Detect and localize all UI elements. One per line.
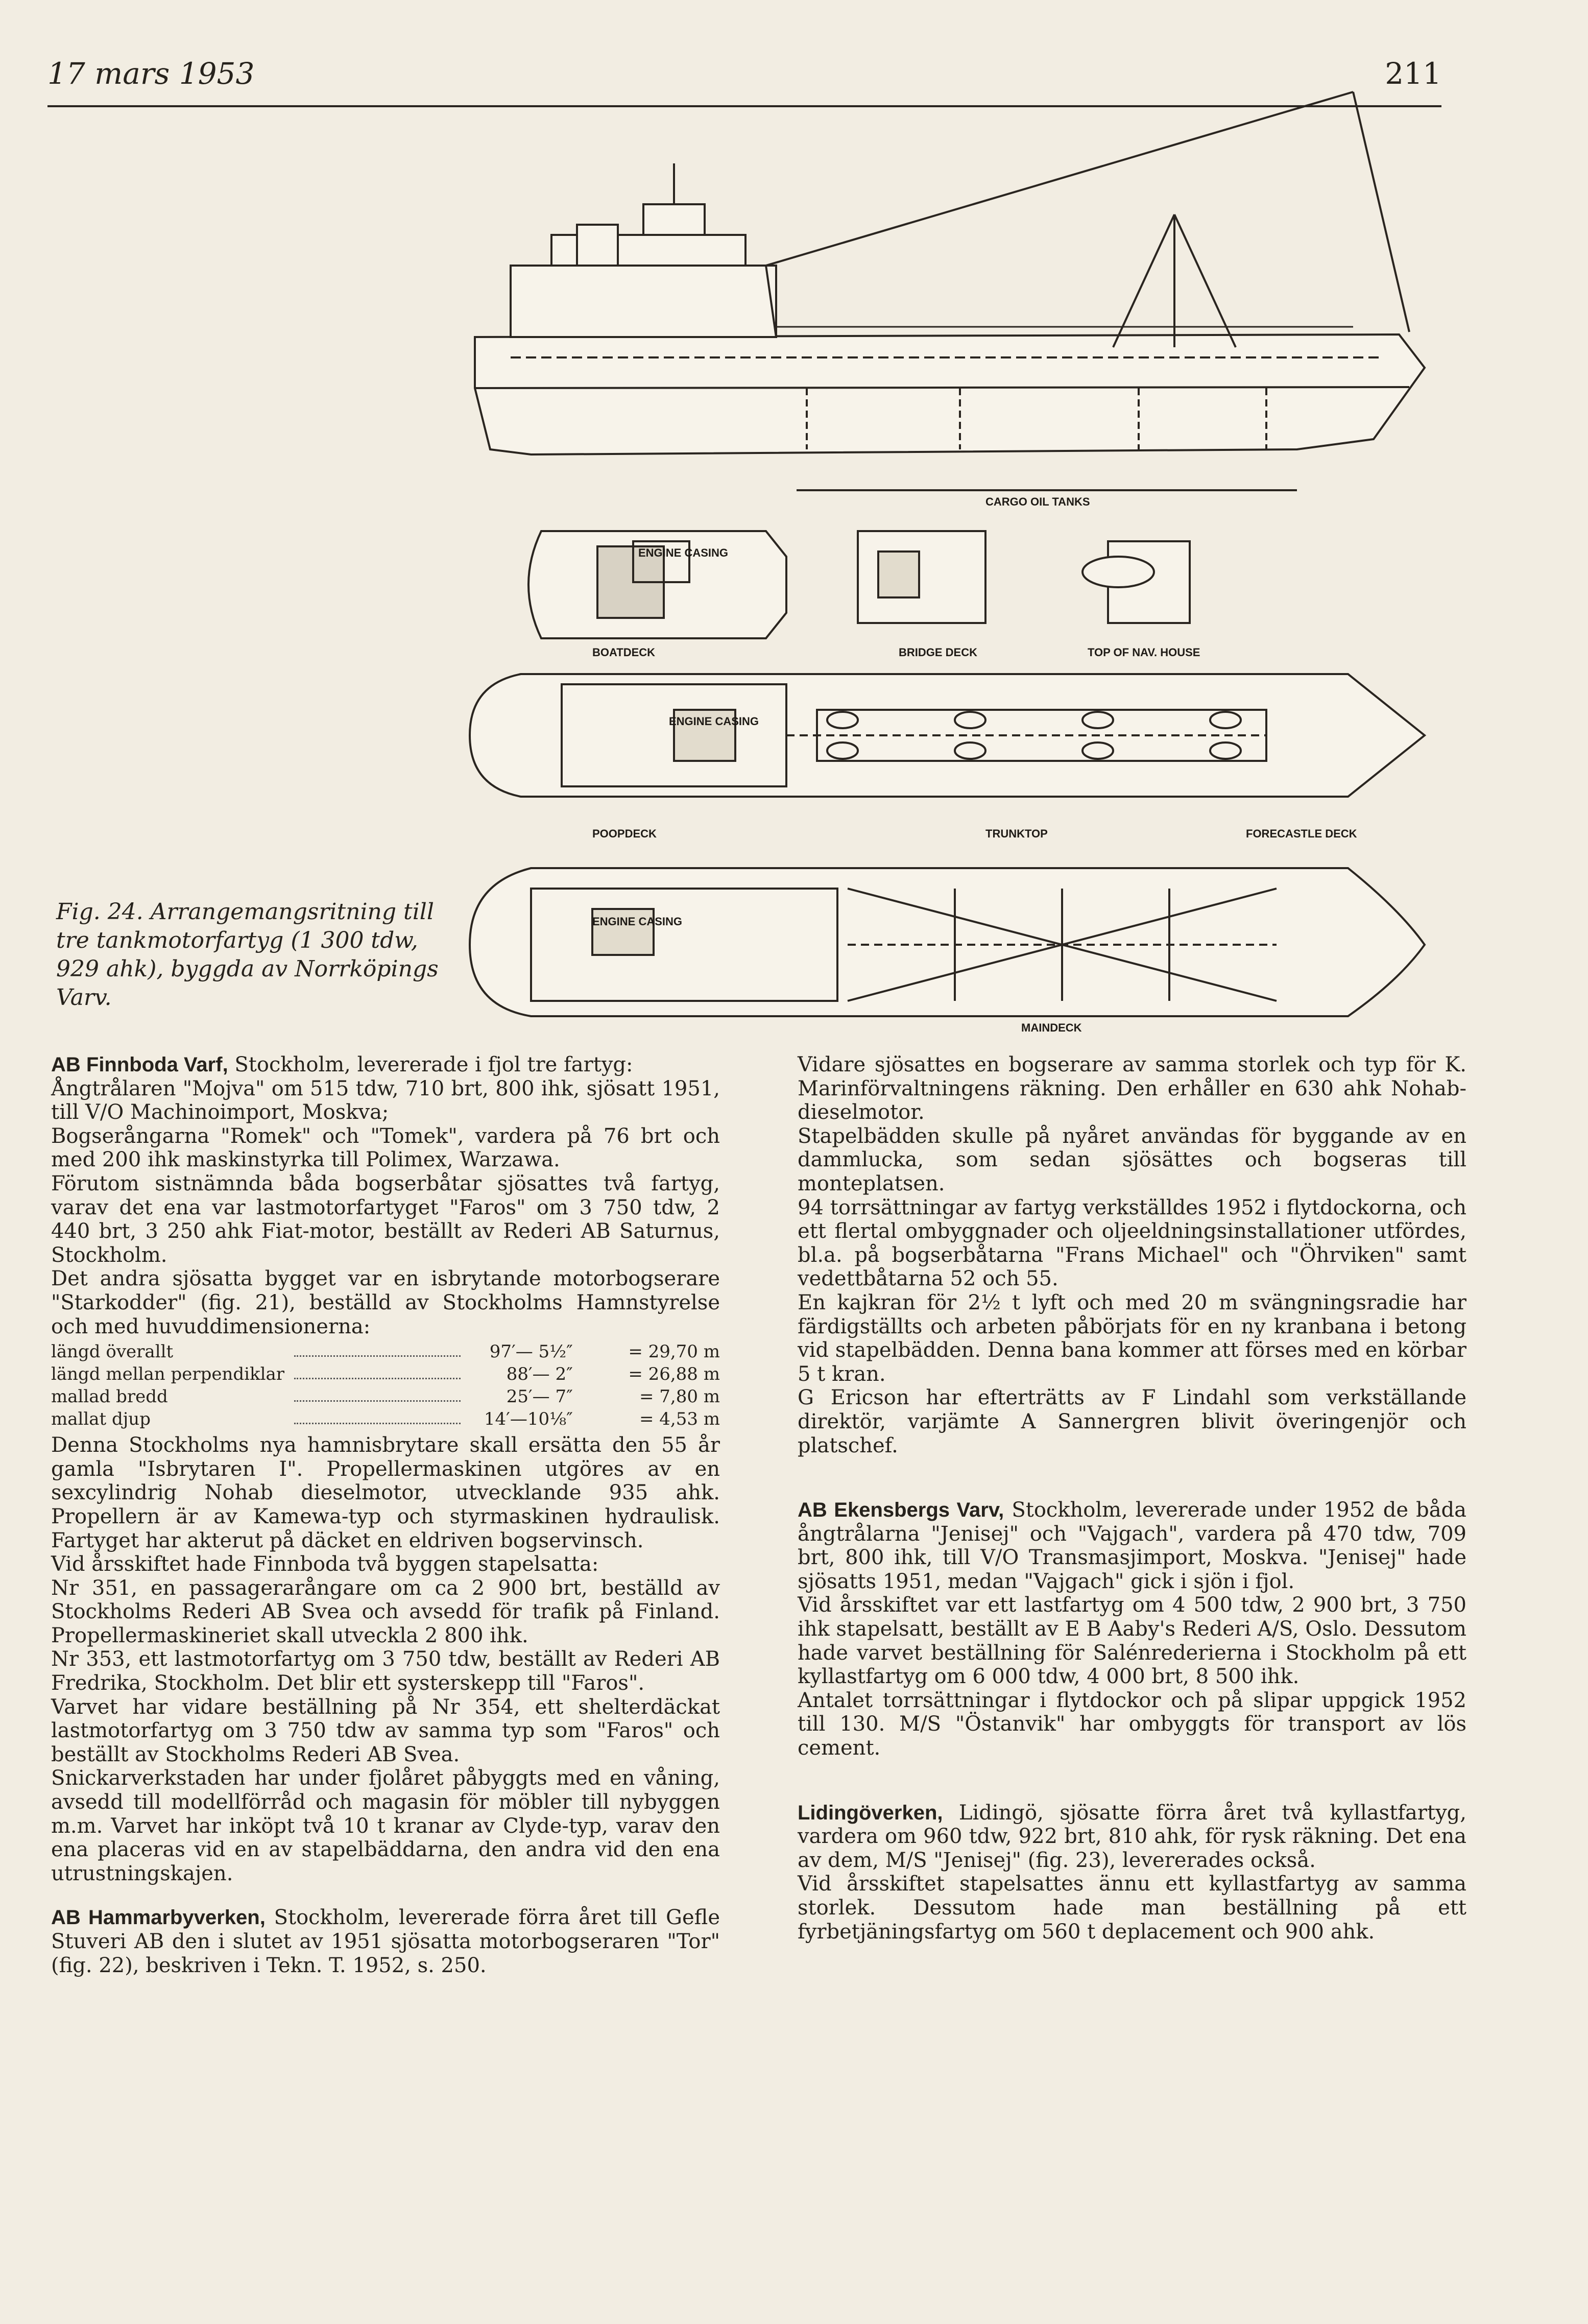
ship-profile <box>475 92 1425 508</box>
label-boat-deck: BOATDECK <box>592 646 656 659</box>
paragraph: 94 torrsättningar av fartyg verkställdes 1952 i flytdockorna, och ett flertal ombyggnader och oljeeldningsinstallationer utfördes, bl.a. på bogserbåtarna "Frans Michael" och "Öhrviken" samt vedettbåtarna 52 och 55. <box>798 1195 1466 1291</box>
company-name: Lidingöverken, <box>798 1801 943 1824</box>
table-row: mallad bredd 25′— 7″ = 7,80 m <box>51 1386 720 1407</box>
company-name: AB Ekensbergs Varv, <box>798 1499 1004 1522</box>
paragraph: Stapelbädden skulle på nyåret användas för byggande av en dammlucka, som sedan sjösättes och bogseras till monteplatsen. <box>798 1124 1466 1195</box>
paragraph: Vid årsskiftet stapelsattes ännu ett kyllastfartyg av samma storlek. Dessutom hade man beställning på ett fyrbetjäningsfartyg om 560 t deplacement och 900 ahk. <box>798 1872 1466 1944</box>
ship-arrangement-drawing <box>0 0 1588 1032</box>
company-name: AB Finnboda Varf, <box>51 1053 228 1076</box>
nav-house-plan <box>1082 541 1200 659</box>
label-forecastle-deck: FORECASTLE DECK <box>1246 827 1357 840</box>
paragraph: AB Ekensbergs Varv, Stockholm, levererade under 1952 de båda ångtrålarna "Jenisej" och "Vajgach", vardera på 470 tdw, 709 brt, 800 ihk, till V/O Transmasjimport, Moskva. "Jenisej" hade sjösatts 1951, medan "Vajgach" gick i sjön i fjol. <box>798 1498 1466 1593</box>
paragraph: Det andra sjösatta bygget var en isbrytande motorbogserare "Starkodder" (fig. 21), beställd av Stockholms Hamnstyrelse och med huvuddimensionerna: <box>51 1267 720 1338</box>
figure-caption: Fig. 24. Arrangemangsritning till tre tankmotorfartyg (1 300 tdw, 929 ahk), byggda av Norrköpings Varv. <box>56 899 439 1011</box>
paragraph: Förutom sistnämnda båda bogserbåtar sjösattes två fartyg, varav det ena var lastmotorfartyget "Faros" om 3 750 tdw, 2 440 brt, 3 250 ahk Fiat-motor, beställt av Rederi AB Saturnus, Stockholm. <box>51 1171 720 1267</box>
label-trunk-top: TRUNKTOP <box>985 827 1048 840</box>
paragraph: Snickarverkstaden har under fjolåret påbyggts med en våning, avsedd till modellförråd och magasin för möbler till nybyggen m.m. Varvet har inköpt två 10 t kranar av Clyde-typ, varav den ena placeras vid en av stapelbäddarna, den andra vid den ena utrustningskajen. <box>51 1766 720 1885</box>
upper-deck-plan <box>470 674 1425 840</box>
table-row: längd överallt 97′— 5½″ = 29,70 m <box>51 1341 720 1362</box>
paragraph: Vidare sjösattes en bogserare av samma storlek och typ för K. Marinförvaltningens räkning. Den erhåller en 630 ahk Nohab-dieselmotor. <box>798 1053 1466 1124</box>
label-engine-casing-2: ENGINE CASING <box>669 715 759 728</box>
label-cargo-oil-tanks: CARGO OIL TANKS <box>985 495 1090 508</box>
paragraph: G Ericson har efterträtts av F Lindahl som verkställande direktör, varjämte A Sannergren blivit överingenjör och platschef. <box>798 1386 1466 1457</box>
boat-deck-plan <box>528 531 786 659</box>
paragraph: Varvet har vidare beställning på Nr 354, ett shelterdäckat lastmotorfartyg om 3 750 tdw av samma typ som "Faros" och beställt av Stockholms Rederi AB Svea. <box>51 1695 720 1766</box>
paragraph: Nr 351, en passagerarångare om ca 2 900 brt, beställd av Stockholms Rederi AB Svea och avsedd för trafik på Finland. Propellermaskineriet skall utveckla 2 800 ihk. <box>51 1576 720 1647</box>
paragraph: Vid årsskiftet var ett lastfartyg om 4 500 tdw, 2 900 brt, 3 750 ihk stapelsatt, beställt av E B Aaby's Rederi A/S, Oslo. Dessutom hade varvet beställning för Salénrederierna i Stockholm på ett kyllastfartyg om 6 000 tdw, 4 000 brt, 8 500 ihk. <box>798 1593 1466 1689</box>
paragraph: Nr 353, ett lastmotorfartyg om 3 750 tdw, beställt av Rederi AB Fredrika, Stockholm. Det blir ett systerskepp till "Faros". <box>51 1647 720 1695</box>
page-number: 211 <box>1385 56 1441 91</box>
paragraph: Ångtrålaren "Mojva" om 515 tdw, 710 brt, 800 ihk, sjösatt 1951, till V/O Machinoimport, Moskva; <box>51 1076 720 1124</box>
dimensions-table <box>51 1340 720 1430</box>
main-deck-plan <box>470 868 1425 1032</box>
label-bridge-deck: BRIDGE DECK <box>899 646 978 659</box>
paragraph: AB Finnboda Varf, Stockholm, levererade i fjol tre fartyg: <box>51 1053 633 1076</box>
label-engine-casing-3: ENGINE CASING <box>592 915 683 928</box>
label-engine-casing-1: ENGINE CASING <box>638 546 729 559</box>
label-main-deck: MAINDECK <box>1021 1021 1082 1032</box>
left-column <box>51 1053 720 1977</box>
paragraph: AB Hammarbyverken, Stockholm, levererade förra året till Gefle Stuveri AB den i slutet av 1951 sjösatta motorbogseraren "Tor" (fig. 22), beskriven i Tekn. T. 1952, s. 250. <box>51 1906 720 1977</box>
paragraph: Denna Stockholms nya hamnisbrytare skall ersätta den 55 år gamla "Isbrytaren I". Propellermaskinen utgöres av en sexcylindrig Nohab dieselmotor, utvecklande 935 ahk. Propellern är av Kamewa-typ och styrmaskinen hydraulisk. Fartyget har akterut på däcket en eldriven bogservinsch. <box>51 1433 720 1552</box>
label-poop-deck: POOPDECK <box>592 827 657 840</box>
right-column <box>798 1053 1466 1944</box>
paragraph: Lidingöverken, Lidingö, sjösatte förra året två kyllastfartyg, vardera om 960 tdw, 922 brt, 810 ahk, för rysk räkning. Det ena av dem, M/S "Jenisej" (fig. 23), levererades också. <box>798 1801 1466 1872</box>
paragraph: En kajkran för 2½ t lyft och med 20 m svängningsradie har färdigställts och arbeten påbörjats för en ny kranbana i betong vid stapelbädden. Denna bana kommer att förses med en körbar 5 t kran. <box>798 1290 1466 1386</box>
bridge-deck-plan <box>858 531 985 659</box>
table-row: längd mellan perpendiklar 88′— 2″ = 26,88 m <box>51 1364 720 1385</box>
label-top-of-nav-house: TOP OF NAV. HOUSE <box>1088 646 1200 659</box>
company-name: AB Hammarbyverken, <box>51 1906 266 1929</box>
paragraph: Vid årsskiftet hade Finnboda två byggen stapelsatta: <box>51 1552 599 1576</box>
paragraph: Bogserångarna "Romek" och "Tomek", vardera på 76 brt och med 200 ihk maskinstyrka till Polimex, Warzawa. <box>51 1124 720 1172</box>
table-row: mallat djup 14′—10⅛″ = 4,53 m <box>51 1409 720 1430</box>
paragraph: Antalet torrsättningar i flytdockor och på slipar uppgick 1952 till 130. M/S "Östanvik" har ombyggts för transport av lös cement. <box>798 1688 1466 1760</box>
header-date: 17 mars 1953 <box>47 56 255 91</box>
